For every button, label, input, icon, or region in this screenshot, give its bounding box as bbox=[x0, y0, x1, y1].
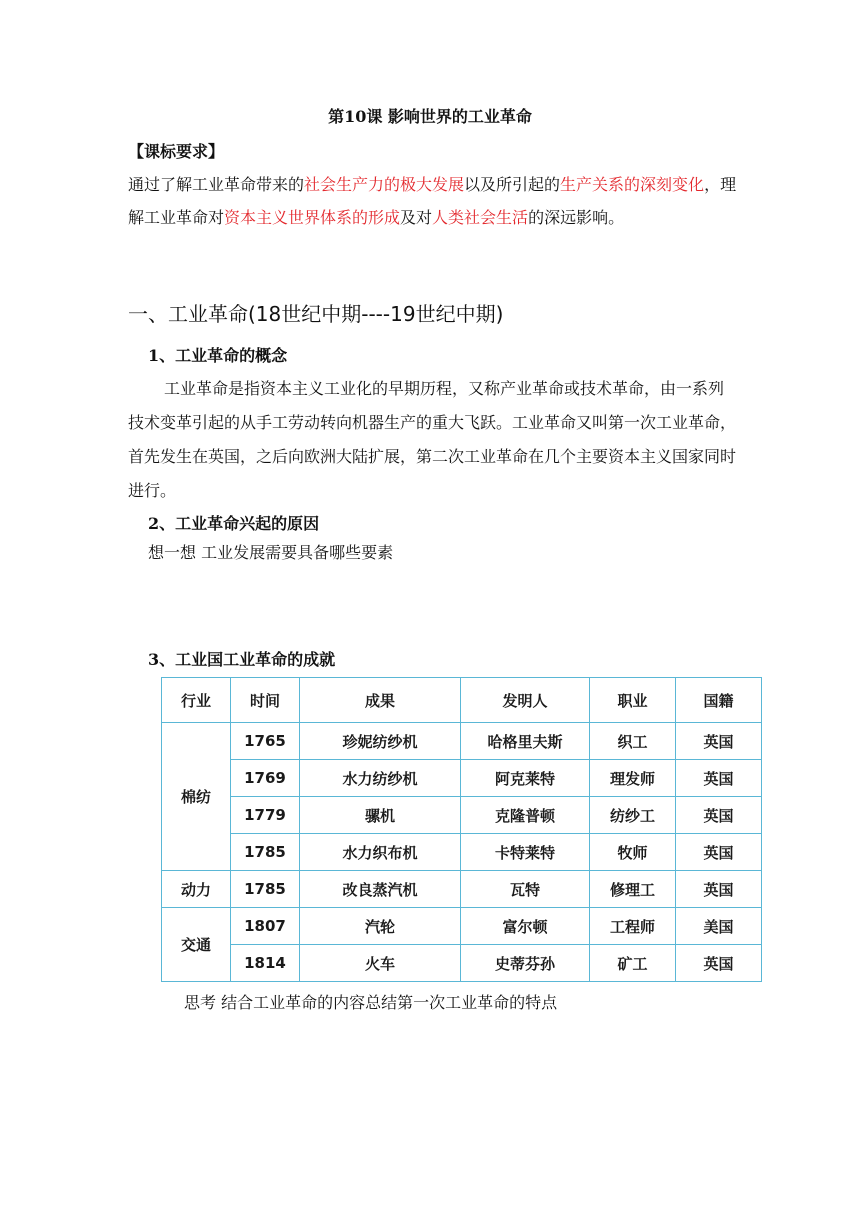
inventor-cell: 克隆普顿 bbox=[461, 797, 590, 834]
nationality-cell: 英国 bbox=[676, 945, 762, 982]
table-row bbox=[162, 834, 762, 871]
standard-text-part: 通过了解工业革命带来的 bbox=[128, 175, 305, 194]
nationality-cell: 英国 bbox=[676, 797, 762, 834]
table-row bbox=[162, 945, 762, 982]
highlight-relations: 生产关系的深刻变化 bbox=[560, 175, 705, 194]
nationality-cell: 美国 bbox=[676, 908, 762, 945]
occupation-cell: 理发师 bbox=[590, 760, 676, 797]
nationality-cell: 英国 bbox=[676, 760, 762, 797]
standard-text bbox=[128, 168, 738, 234]
achievement-cell: 水力织布机 bbox=[300, 834, 461, 871]
highlight-productivity: 社会生产力的极大发展 bbox=[304, 175, 465, 194]
achievement-cell: 改良蒸汽机 bbox=[300, 871, 461, 908]
achievement-cell: 骡机 bbox=[300, 797, 461, 834]
concept-paragraph: 工业革命是指资本主义工业化的早期历程，又称产业革命或技术革命，由一系列技术变革引起的从手工劳动转向机器生产的重大飞跃。工业革命又叫第一次工业革命，首先发生在英国，之后向欧洲大陆扩展，第二次工业革命在几个主要资本主义国家同时进行。 bbox=[128, 379, 737, 500]
achievements-table bbox=[161, 677, 762, 982]
nationality-cell: 英国 bbox=[676, 723, 762, 760]
occupation-cell: 织工 bbox=[590, 723, 676, 760]
industry-cell: 棉纺 bbox=[162, 723, 231, 871]
inventor-cell: 哈格里夫斯 bbox=[461, 723, 590, 760]
industry-cell: 动力 bbox=[162, 871, 231, 908]
highlight-world-system: 资本主义世界体系的形成 bbox=[224, 208, 401, 227]
subheading-achievements: 3、工业国工业革命的成就 bbox=[148, 650, 336, 669]
think-prompt: 想一想 工业发展需要具备哪些要素 bbox=[148, 543, 394, 562]
year-cell: 1785 bbox=[231, 834, 300, 871]
table-row bbox=[162, 723, 762, 760]
subheading-concept: 1、工业革命的概念 bbox=[148, 346, 288, 365]
inventor-cell: 史蒂芬孙 bbox=[461, 945, 590, 982]
achievement-cell: 珍妮纺纱机 bbox=[300, 723, 461, 760]
lesson-title: 第10课 影响世界的工业革命 bbox=[328, 107, 532, 126]
achievement-cell: 火车 bbox=[300, 945, 461, 982]
year-cell: 1814 bbox=[231, 945, 300, 982]
header-cell: 行业 bbox=[162, 678, 231, 723]
table-row bbox=[162, 908, 762, 945]
standard-heading: 【课标要求】 bbox=[128, 142, 225, 161]
inventor-cell: 瓦特 bbox=[461, 871, 590, 908]
header-cell: 发明人 bbox=[461, 678, 590, 723]
occupation-cell: 工程师 bbox=[590, 908, 676, 945]
standard-text-part: 以及所引起的 bbox=[464, 175, 561, 194]
section-heading: 一、工业革命(18世纪中期----19世纪中期) bbox=[128, 302, 504, 326]
reflection-prompt: 思考 结合工业革命的内容总结第一次工业革命的特点 bbox=[184, 993, 558, 1012]
highlight-social-life: 人类社会生活 bbox=[432, 208, 529, 227]
occupation-cell: 矿工 bbox=[590, 945, 676, 982]
standard-text-part: 的深远影响。 bbox=[528, 208, 625, 227]
nationality-cell: 英国 bbox=[676, 834, 762, 871]
table-row bbox=[162, 797, 762, 834]
year-cell: 1769 bbox=[231, 760, 300, 797]
industry-cell: 交通 bbox=[162, 908, 231, 982]
nationality-cell: 英国 bbox=[676, 871, 762, 908]
achievement-cell: 水力纺纱机 bbox=[300, 760, 461, 797]
achievement-cell: 汽轮 bbox=[300, 908, 461, 945]
year-cell: 1765 bbox=[231, 723, 300, 760]
header-cell: 成果 bbox=[300, 678, 461, 723]
header-cell: 时间 bbox=[231, 678, 300, 723]
occupation-cell: 牧师 bbox=[590, 834, 676, 871]
occupation-cell: 纺纱工 bbox=[590, 797, 676, 834]
table-header-row bbox=[162, 678, 762, 723]
table-row bbox=[162, 871, 762, 908]
year-cell: 1807 bbox=[231, 908, 300, 945]
standard-text-part: ，理解工业革命对 bbox=[128, 175, 737, 227]
inventor-cell: 阿克莱特 bbox=[461, 760, 590, 797]
occupation-cell: 修理工 bbox=[590, 871, 676, 908]
table-row bbox=[162, 760, 762, 797]
standard-text-part: 及对 bbox=[400, 208, 433, 227]
year-cell: 1785 bbox=[231, 871, 300, 908]
header-cell: 国籍 bbox=[676, 678, 762, 723]
inventor-cell: 卡特莱特 bbox=[461, 834, 590, 871]
header-cell: 职业 bbox=[590, 678, 676, 723]
year-cell: 1779 bbox=[231, 797, 300, 834]
inventor-cell: 富尔顿 bbox=[461, 908, 590, 945]
subheading-causes: 2、工业革命兴起的原因 bbox=[148, 514, 320, 533]
